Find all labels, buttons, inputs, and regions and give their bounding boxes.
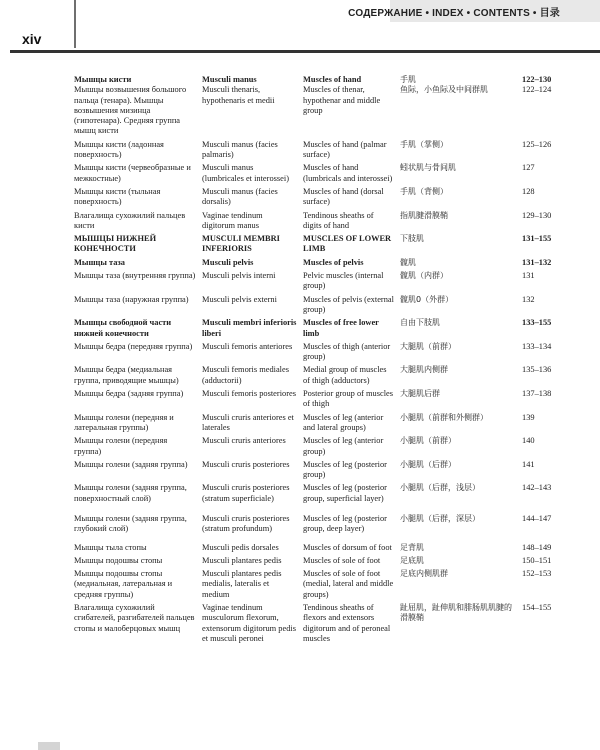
toc-cell-ru: Мышцы бедра (передняя группа) — [74, 341, 193, 351]
toc-cell-en: Muscles of dorsum of foot — [303, 542, 392, 552]
toc-cell-ru: Мышцы свободной части нижней конечности — [74, 318, 172, 338]
toc-cell-zh: 自由下肢肌 — [400, 318, 440, 328]
toc-cell-zh: 小腿肌（后群） — [400, 459, 456, 469]
toc-cell-en: Tendinous sheaths of flexors and extensors digitorum and of peroneal muscles — [303, 603, 391, 643]
toc-cell-ru: Мышцы голени (задняя группа, поверхностный слой) — [74, 483, 187, 503]
toc-cell-zh: 小腿肌（后群，深层） — [400, 513, 480, 523]
toc-cell-la: Musculi plantares pedis — [202, 555, 282, 565]
toc-cell-zh: 下肢肌 — [400, 234, 424, 244]
toc-row — [74, 187, 554, 208]
toc-cell-ru: Мышцы таза — [74, 257, 125, 267]
toc-cell-pages: 131–132 — [522, 257, 552, 267]
toc-cell-pages: 122–124 — [522, 85, 552, 95]
toc-row — [74, 85, 554, 136]
toc-row — [74, 389, 554, 410]
toc-cell-la: Musculi manus — [202, 75, 257, 84]
toc-cell-la: Musculi cruris anteriores et laterales — [202, 412, 294, 432]
toc-cell-zh: 鱼际，小鱼际及中间群肌 — [400, 85, 488, 95]
toc-cell-en: Tendinous sheaths of digits of hand — [303, 210, 374, 230]
toc-cell-ru: Мышцы голени (задняя группа) — [74, 459, 188, 469]
toc-cell-la: Musculi femoris anteriores — [202, 341, 293, 351]
page-number: xiv — [22, 31, 42, 47]
toc-cell-pages: 133–134 — [522, 341, 552, 351]
toc-cell-pages: 137–138 — [522, 389, 552, 399]
toc-cell-en: Muscles of sole of foot (medial, lateral and middle groups) — [303, 569, 394, 599]
toc-cell-en: Muscles of pelvis (external group) — [303, 294, 394, 314]
toc-cell-pages: 131 — [522, 271, 535, 281]
toc-cell-ru: Мышцы кисти (тыльная поверхность) — [74, 186, 161, 207]
toc-cell-la: Musculi cruris anteriores — [202, 436, 286, 446]
toc-cell-ru: Мышцы голени (передняя группа) — [74, 436, 168, 456]
toc-cell-pages: 154–155 — [522, 603, 552, 613]
toc-cell-ru: Мышцы возвышения большого пальца (тенара). Мышцы возвышения мизинца (гипотенара). Средняя группа мышц кисти — [74, 85, 187, 136]
toc-cell-en: Muscles of leg (posterior group, deep layer) — [303, 513, 387, 534]
toc-row — [74, 483, 554, 504]
toc-cell-en: MUSCLES OF LOWER LIMB — [303, 234, 392, 254]
toc-row — [74, 271, 554, 292]
toc-row — [74, 603, 554, 644]
toc-cell-pages: 150–151 — [522, 555, 552, 565]
toc-cell-zh: 趾屈肌，趾伸肌和腓肠肌肌腱的滑膜鞘 — [400, 603, 512, 623]
toc-cell-la: Musculi pelvis interni — [202, 271, 276, 281]
toc-row — [74, 342, 554, 363]
contents-table — [74, 75, 554, 644]
toc-row — [74, 365, 554, 386]
toc-cell-zh: 小腿肌（前群和外侧群） — [400, 412, 488, 422]
toc-cell-ru: Мышцы тыла стопы — [74, 542, 147, 552]
toc-cell-en: Muscles of thenar, hypothenar and middle group — [303, 85, 381, 115]
toc-cell-pages: 139 — [522, 412, 535, 422]
toc-cell-la: Musculi manus (facies dorsalis) — [202, 186, 278, 207]
toc-row — [74, 460, 554, 481]
toc-cell-en: Medial group of muscles of thigh (adductors) — [303, 365, 387, 385]
toc-cell-pages: 122–130 — [522, 75, 552, 84]
toc-cell-ru: Мышцы кисти (ладонная поверхность) — [74, 139, 164, 160]
running-header: СОДЕРЖАНИЕ • INDEX • CONTENTS • 目录 — [348, 8, 560, 19]
toc-cell-pages: 135–136 — [522, 365, 552, 375]
toc-row — [74, 234, 554, 255]
toc-cell-zh: 手肌（背侧） — [400, 186, 448, 196]
toc-cell-la: Vaginae tendinum digitorum manus — [202, 210, 263, 230]
toc-cell-ru: Мышцы голени (передняя и латеральная группы) — [74, 412, 174, 432]
toc-cell-ru: Влагалища сухожилий сгибателей, разгибателей пальцев стопы и малоберцовых мышц — [74, 603, 195, 633]
toc-row — [74, 211, 554, 232]
toc-cell-la: Vaginae tendinum musculorum flexorum, extensorum digitorum pedis et musculi peronei — [202, 603, 296, 643]
toc-cell-zh: 髋肌0（外群） — [400, 294, 454, 304]
toc-cell-en: Muscles of sole of foot — [303, 555, 381, 565]
toc-cell-la: Musculi membri inferioris liberi — [202, 318, 297, 338]
toc-cell-zh: 大腿肌后群 — [400, 389, 440, 399]
toc-cell-ru: Мышцы подошвы стопы (медиальная, латеральная и средняя группы) — [74, 569, 173, 599]
toc-cell-zh: 足背肌 — [400, 542, 424, 552]
toc-cell-zh: 大腿肌（前群） — [400, 341, 456, 351]
toc-row — [74, 75, 554, 85]
toc-row — [74, 514, 554, 535]
toc-cell-ru: Мышцы таза (наружная группа) — [74, 294, 189, 304]
toc-cell-pages: 141 — [522, 459, 535, 469]
toc-cell-pages: 125–126 — [522, 139, 552, 149]
toc-cell-en: Muscles of hand — [303, 75, 362, 84]
toc-cell-la: Musculi femoris mediales (adductorii) — [202, 365, 289, 385]
toc-cell-zh: 蚓状肌与骨间肌 — [400, 163, 456, 173]
toc-row — [74, 258, 554, 268]
toc-row — [74, 436, 554, 457]
toc-cell-ru: Мышцы таза (внутренняя группа) — [74, 271, 196, 281]
toc-cell-la: Musculi femoris posteriores — [202, 389, 296, 399]
toc-cell-la: Musculi manus (facies palmaris) — [202, 139, 278, 160]
toc-cell-pages: 132 — [522, 294, 535, 304]
toc-cell-ru: Мышцы бедра (медиальная группа, приводящие мышцы) — [74, 365, 179, 385]
toc-cell-en: Muscles of hand (dorsal surface) — [303, 186, 384, 207]
toc-row — [74, 413, 554, 434]
toc-cell-en: Muscles of hand (lumbricals and interossei) — [303, 163, 393, 183]
toc-cell-zh: 小腿肌（后群，浅层） — [400, 483, 480, 493]
toc-cell-ru: Влагалища сухожилий пальцев кисти — [74, 210, 186, 230]
toc-cell-pages: 129–130 — [522, 210, 552, 220]
toc-row — [74, 556, 554, 566]
toc-cell-en: Posterior group of muscles of thigh — [303, 389, 394, 409]
toc-row — [74, 295, 554, 316]
toc-cell-zh: 髋肌 — [400, 257, 416, 267]
toc-cell-zh: 指肌腱滑膜鞘 — [400, 210, 448, 220]
toc-cell-la: MUSCULI MEMBRI INFERIORIS — [202, 234, 280, 254]
toc-cell-ru: Мышцы подошвы стопы — [74, 555, 163, 565]
toc-cell-en: Muscles of hand (palmar surface) — [303, 139, 387, 160]
toc-cell-en: Muscles of thigh (anterior group) — [303, 341, 391, 362]
toc-cell-la: Musculi cruris posteriores (stratum superficiale) — [202, 483, 290, 503]
toc-cell-pages: 128 — [522, 186, 535, 196]
toc-cell-pages: 133–155 — [522, 318, 552, 328]
toc-cell-zh: 大腿肌内侧群 — [400, 365, 448, 375]
toc-cell-la: Musculi cruris posteriores (stratum profundum) — [202, 513, 290, 534]
toc-cell-en: Muscles of free lower limb — [303, 318, 379, 338]
margin-line — [74, 0, 76, 48]
toc-cell-ru: Мышцы кисти (червеобразные и межкостные) — [74, 163, 191, 183]
toc-cell-zh: 小腿肌（前群） — [400, 436, 456, 446]
toc-row — [74, 140, 554, 161]
toc-cell-la: Musculi manus (lumbricales et interossei) — [202, 163, 289, 183]
toc-cell-la: Musculi plantares pedis medialis, lateralis et medium — [202, 569, 282, 599]
toc-cell-ru: МЫШЦЫ НИЖНЕЙ КОНЕЧНОСТИ — [74, 234, 157, 254]
toc-cell-ru: Мышцы бедра (задняя группа) — [74, 389, 184, 399]
toc-cell-la: Musculi pedis dorsales — [202, 542, 279, 552]
toc-cell-pages: 148–149 — [522, 542, 552, 552]
toc-cell-zh: 手肌（掌侧） — [400, 139, 448, 149]
footer-mark — [38, 742, 60, 750]
toc-cell-zh: 髋肌（内群） — [400, 271, 448, 281]
toc-row — [74, 569, 554, 600]
toc-cell-la: Musculi pelvis externi — [202, 294, 277, 304]
toc-cell-pages: 131–155 — [522, 234, 552, 244]
toc-cell-pages: 144–147 — [522, 513, 552, 523]
toc-cell-en: Muscles of leg (anterior and lateral groups) — [303, 412, 384, 432]
toc-cell-en: Muscles of leg (posterior group) — [303, 459, 387, 480]
toc-cell-en: Pelvic muscles (internal group) — [303, 271, 384, 291]
toc-row — [74, 163, 554, 184]
toc-cell-la: Musculi cruris posteriores — [202, 459, 290, 469]
toc-cell-la: Musculi pelvis — [202, 257, 254, 267]
toc-cell-pages: 152–153 — [522, 569, 552, 579]
toc-cell-ru: Мышцы голени (задняя группа, глубокий слой) — [74, 513, 187, 534]
toc-cell-ru: Мышцы кисти — [74, 75, 132, 84]
header-rule — [10, 50, 600, 53]
toc-cell-pages: 140 — [522, 436, 535, 446]
toc-cell-en: Muscles of pelvis — [303, 257, 364, 267]
toc-cell-zh: 手肌 — [400, 75, 416, 84]
toc-cell-pages: 142–143 — [522, 483, 552, 493]
toc-cell-en: Muscles of leg (anterior group) — [303, 436, 384, 456]
toc-cell-pages: 127 — [522, 163, 535, 173]
toc-row — [74, 543, 554, 553]
toc-cell-zh: 足底肌 — [400, 555, 424, 565]
toc-cell-zh: 足底内侧肌群 — [400, 569, 448, 579]
toc-cell-la: Musculi thenaris, hypothenaris et medii — [202, 85, 275, 105]
toc-row — [74, 318, 554, 339]
toc-cell-en: Muscles of leg (posterior group, superficial layer) — [303, 483, 387, 503]
